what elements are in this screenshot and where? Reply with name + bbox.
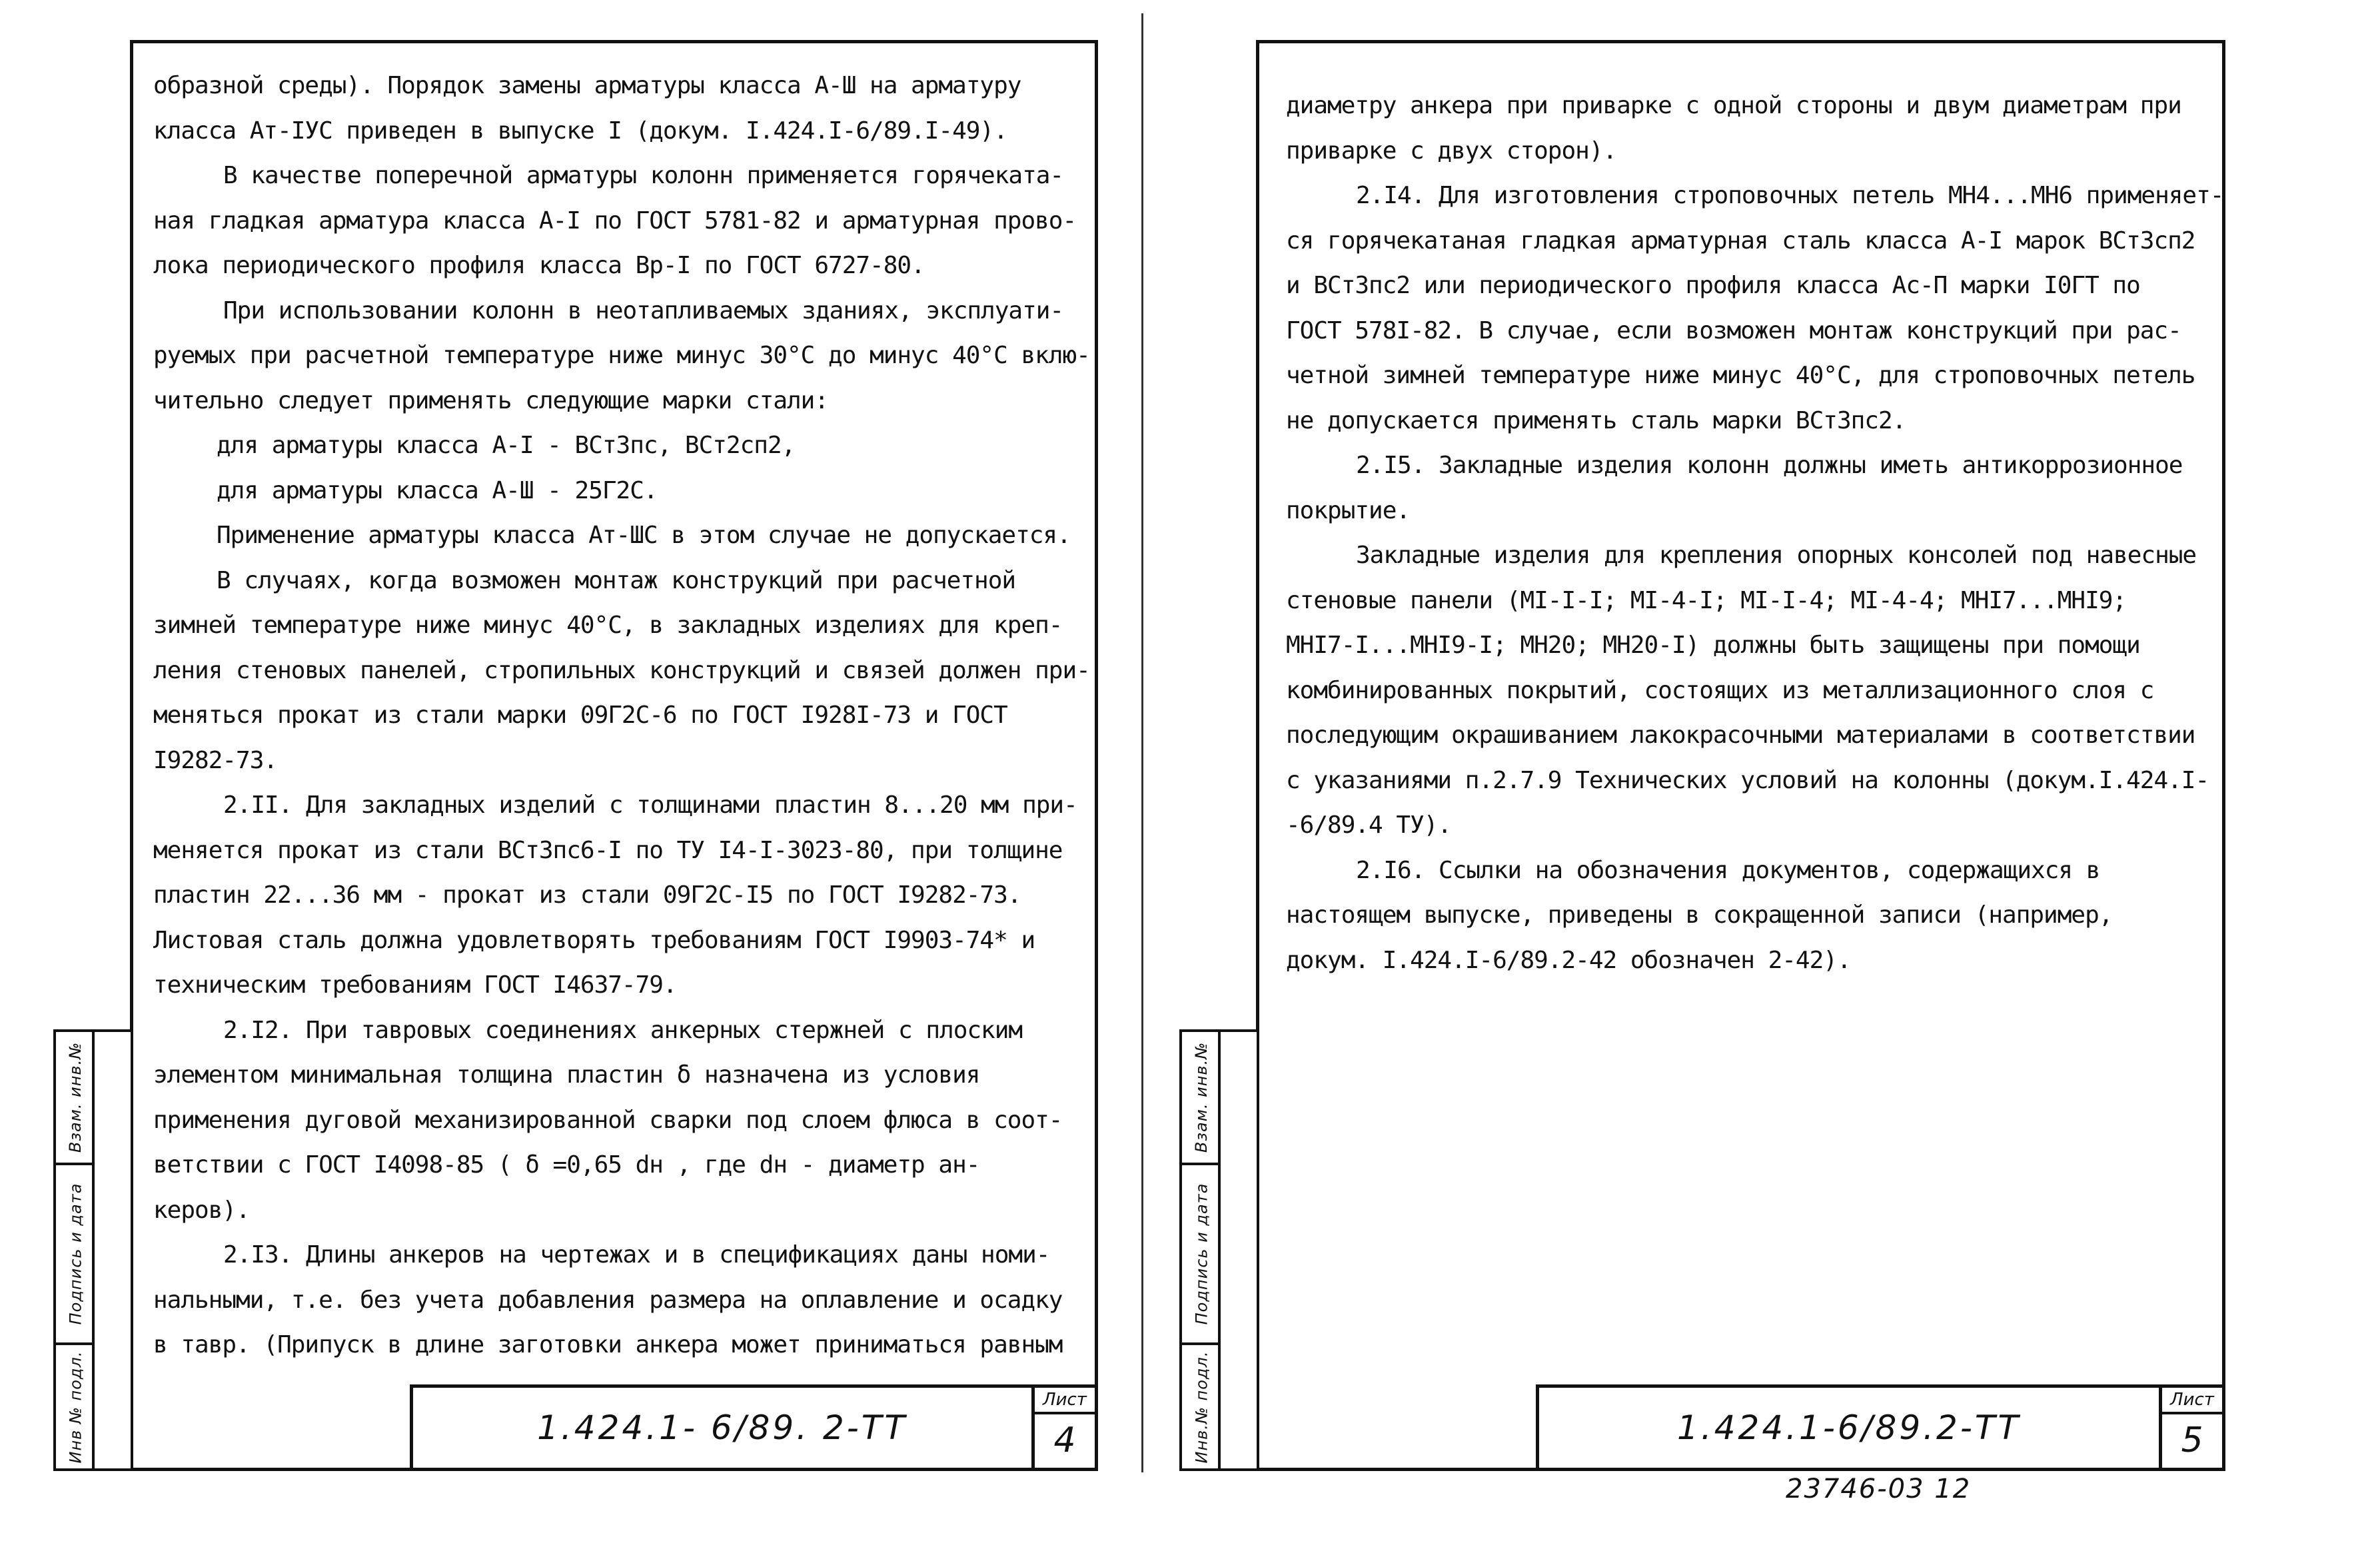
text-line: 2.I4. Для изготовления строповочных петель МН4...МН6 применяет- [1356,182,2224,209]
side-stamp-cell [1182,1165,1221,1345]
document-code: 1.424.1-6/89.2-ТТ [1677,1408,2021,1447]
text-line: зимней температуре ниже минус 40°С, в закладных изделиях для креп- [153,612,1063,639]
text-line: настоящем выпуске, приведены в сокращенной записи (например, [1286,901,2113,929]
text-line: Закладные изделия для крепления опорных консолей под навесные [1356,542,2197,569]
text-line: с указаниями п.2.7.9 Технических условий на колонны (докум.I.424.I- [1286,766,2209,794]
text-line: приварке с двух сторон). [1286,137,1617,165]
text-line: меняться прокат из стали марки 09Г2С-6 по ГОСТ I928I-73 и ГОСТ [153,702,1007,729]
text-line: При использовании колонн в неотапливаемых зданиях, эксплуати- [223,296,1064,324]
text-line: В качестве поперечной арматуры колонн применяется горячеката- [223,162,1064,189]
text-line: нальными, т.е. без учета добавления размера на оплавление и осадку [153,1286,1063,1314]
text-line: керов). [153,1196,250,1224]
left-page [130,40,1098,1471]
right-page [1256,40,2225,1471]
sheet-label: Лист [2162,1388,2222,1414]
text-line: для арматуры класса А-I - ВСт3пс, ВСт2сп2, [217,432,796,459]
sheet-label: Лист [1035,1388,1095,1414]
title-block [1536,1384,2222,1468]
side-stamp-column [56,1032,95,1468]
text-line: пластин 22...36 мм - прокат из стали 09Г2С-I5 по ГОСТ I9282-73. [153,881,1021,909]
side-label: Инв.№ подл. [1192,1350,1211,1463]
text-line: Применение арматуры класса Ат-ШС в этом случае не допускается. [217,522,1071,549]
text-line: 2.I3. Длины анкеров на чертежах и в спецификациях даны номи- [223,1241,1050,1269]
text-line: ГОСТ 578I-82. В случае, если возможен монтаж конструкций при рас- [1286,316,2181,344]
text-line: -6/89.4 ТУ). [1286,811,1452,839]
text-line: комбинированных покрытий, состоящих из металлизационного слоя с [1286,676,2154,704]
text-line: техническим требованиям ГОСТ I4637-79. [153,971,677,999]
page-divider [1141,13,1143,1472]
text-line: и ВСт3пс2 или периодического профиля класса Ас-П марки I0ГТ по [1286,272,2140,299]
text-line: в тавр. (Припуск в длине заготовки анкера может приниматься равным [153,1331,1063,1358]
text-line: ся горячекатаная гладкая арматурная сталь класса А-I марок ВСт3сп2 [1286,227,2195,255]
text-line: класса Ат-IУС приведен в выпуске I (докум. I.424.I-6/89.I-49). [153,117,1007,145]
text-line: покрытие. [1286,496,1411,524]
text-line: 2.II. Для закладных изделий с толщинами пластин 8...20 мм при- [223,791,1077,819]
text-line: стеновые панели (МI-I-I; МI-4-I; МI-I-4; МI-4-4; МНI7...МНI9; [1286,586,2127,614]
text-line: 2.I5. Закладные изделия колонн должны иметь антикоррозионное [1356,452,2183,479]
document-code: 1.424.1- 6/89. 2-ТТ [537,1408,907,1447]
text-line: последующим окрашиванием лакокрасочными материалами в соответствии [1286,722,2195,749]
text-line: лока периодического профиля класса Вр-I по ГОСТ 6727-80. [153,252,925,279]
text-line: образной среды). Порядок замены арматуры класса А-Ш на арматуру [153,72,1021,99]
sheet-number: 4 [1053,1420,1076,1460]
text-line: ления стеновых панелей, стропильных конструкций и связей должен при- [153,656,1090,684]
text-line: чительно следует применять следующие марки стали: [153,386,829,414]
text-line: ная гладкая арматура класса А-I по ГОСТ 5781-82 и арматурная прово- [153,207,1077,235]
side-label: Взам. инв.№ [1192,1041,1211,1153]
text-line: ветствии с ГОСТ I4098-85 ( δ =0,65 dн , где dн - диаметр ан- [153,1151,980,1179]
left-side-stamp [53,1029,133,1471]
text-line: не допускается применять сталь марки ВСт3пс2. [1286,406,1906,434]
text-line: МНI7-I...МНI9-I; МН20; МН20-I) должны быть защищены при помощи [1286,632,2140,659]
text-line: диаметру анкера при приварке с одной стороны и двум диаметрам при [1286,92,2181,119]
text-line: 2.I2. При тавровых соединениях анкерных стержней с плоским [223,1016,1023,1044]
text-line: I9282-73. [153,746,278,774]
side-label: Взам. инв.№ [66,1041,85,1153]
text-line: четной зимней температуре ниже минус 40°С, для строповочных петель [1286,362,2195,389]
archive-number: 23746-03 12 [1786,1474,1972,1504]
side-stamp-cell [1182,1032,1221,1165]
side-stamp-cell [1182,1345,1221,1468]
text-line: В случаях, когда возможен монтаж конструкций при расчетной [217,566,1016,594]
sheet-number-box [1031,1388,1095,1468]
text-line: меняется прокат из стали ВСт3пс6-I по ТУ I4-I-3023-80, при толщине [153,836,1063,864]
text-line: руемых при расчетной температуре ниже минус 30°С до минус 40°С вклю- [153,342,1090,369]
sheet-number: 5 [2181,1420,2203,1460]
text-line: для арматуры класса А-Ш - 25Г2С. [217,476,658,504]
side-stamp-cell [56,1165,95,1345]
text-line: докум. I.424.I-6/89.2-42 обозначен 2-42). [1286,946,1851,974]
side-stamp-column [1182,1032,1221,1468]
side-label: Подпись и дата [66,1183,85,1325]
title-block [410,1384,1095,1468]
sheet-number-box [2159,1388,2222,1468]
right-page-text [1286,83,2224,983]
text-line: 2.I6. Ссылки на обозначения документов, содержащихся в [1356,856,2100,884]
text-line: применения дуговой механизированной сварки под слоем флюса в соот- [153,1106,1063,1134]
left-page-text [153,63,1090,1368]
right-side-stamp [1179,1029,1259,1471]
side-label: Подпись и дата [1192,1183,1211,1325]
side-label: Инв № подл. [66,1350,85,1463]
text-line: Листовая сталь должна удовлетворять требованиям ГОСТ I9903-74* и [153,926,1035,954]
text-line: элементом минимальная толщина пластин δ назначена из условия [153,1061,980,1089]
side-stamp-cell [56,1032,95,1165]
side-stamp-cell [56,1345,95,1468]
